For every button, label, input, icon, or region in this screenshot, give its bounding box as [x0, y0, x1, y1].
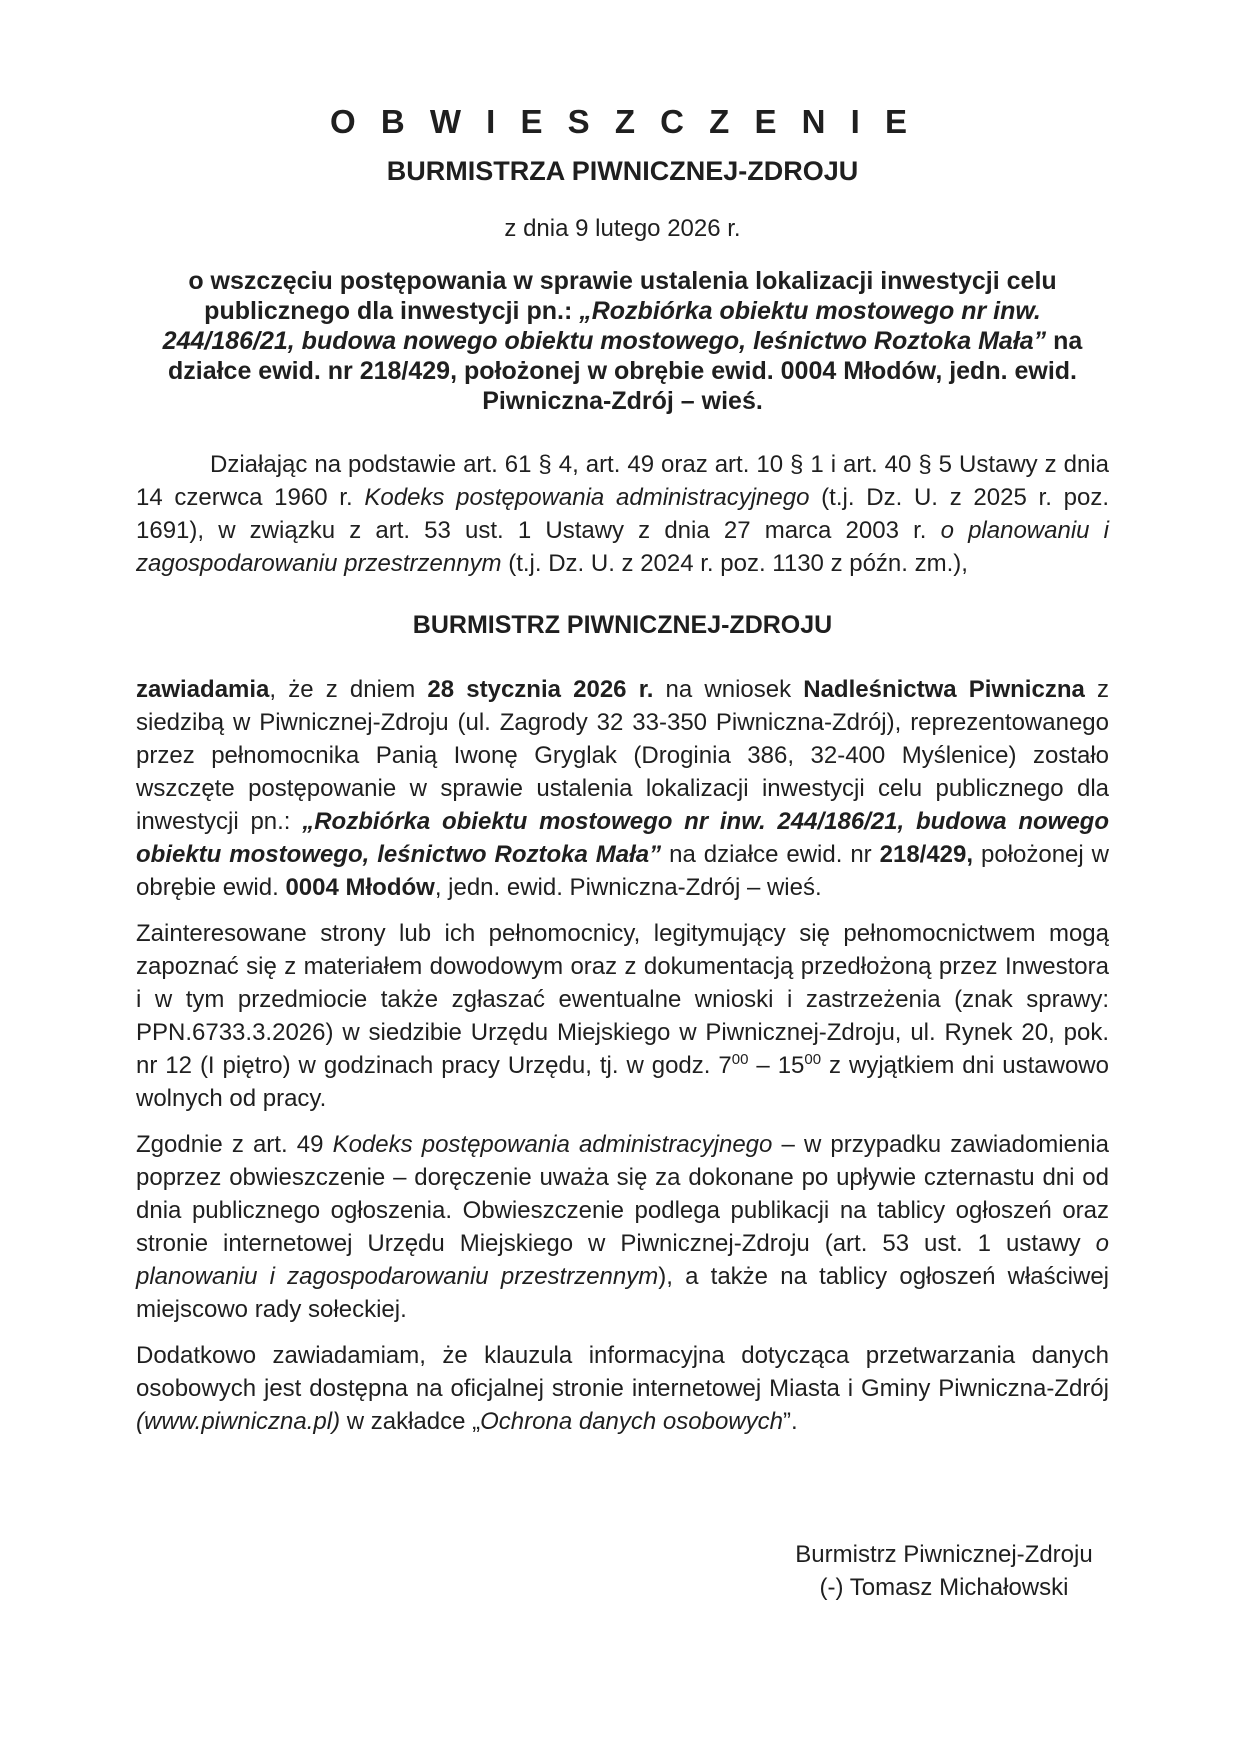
issuer-header: BURMISTRZ PIWNICZNEJ-ZDROJU: [412, 611, 833, 639]
notice-part3: z siedzibą w Piwnicznej-Zdroju (ul. Zagrody 32 33-350 Piwniczna-Zdrój), reprezentowanego przez pełnomocnika Panią Iwonę Gryglak (Droginia 386, 32-400 Myślenice) zostało wszczęte postępowanie w sprawie ustalenia lokalizacji inwestycji celu publicznego dla inwestycji pn.:: [136, 676, 1109, 835]
privacy-website: (www.piwniczna.pl): [136, 1408, 341, 1435]
delivery-act1: Kodeks postępowania administracyjnego: [332, 1131, 773, 1158]
notice-part2: na wniosek: [653, 676, 804, 703]
subject-intro: o wszczęciu postępowania w sprawie ustalenia lokalizacji inwestycji celu publicznego dla inwestycji pn.:: [188, 267, 1057, 325]
notice-paragraph: [136, 673, 1109, 904]
privacy-part3: ”.: [782, 1408, 798, 1435]
privacy-tab-name: Ochrona danych osobowych: [480, 1408, 783, 1435]
delivery-act2: o planowaniu i zagospodarowaniu przestrzennym: [136, 1230, 1109, 1290]
notice-project-name: „Rozbiórka obiektu mostowego nr inw. 244/186/21, budowa nowego obiektu mostowego, leśnictwo Roztoka Mała”: [136, 808, 1109, 868]
inspection-part2: – 15: [748, 1052, 805, 1079]
delivery-part3: ), a także na tablicy ogłoszeń właściwej miejscowo rady sołeckiej.: [136, 1263, 1109, 1323]
document-title: O B W I E S Z C Z E N I E: [329, 103, 916, 140]
notice-district: 0004 Młodów: [285, 874, 435, 901]
notice-part6: , jedn. ewid. Piwniczna-Zdrój – wieś.: [434, 874, 822, 901]
notice-part4: na działce ewid. nr: [661, 841, 880, 868]
notice-verb: zawiadamia: [136, 676, 270, 703]
document-subtitle: BURMISTRZA PIWNICZNEJ-ZDROJU: [386, 156, 859, 186]
subject-heading: [136, 266, 1109, 416]
signature-title: Burmistrz Piwnicznej-Zdroju: [795, 1541, 1093, 1568]
legal-basis-part3: (t.j. Dz. U. z 2024 r. poz. 1130 z późn. zm.),: [501, 550, 968, 577]
legal-basis-part1: Działając na podstawie art. 61 § 4, art. 49 oraz art. 10 § 1 i art. 40 § 5 Ustawy z dnia 14 czerwca 1960 r.: [136, 451, 1109, 511]
document-date: z dnia 9 lutego 2026 r.: [504, 215, 741, 242]
inspection-part3: z wyjątkiem dni ustawowo wolnych od pracy.: [136, 1052, 1109, 1112]
inspection-part1: Zainteresowane strony lub ich pełnomocnicy, legitymujący się pełnomocnictwem mogą zapoznać się z materiałem dowodowym oraz z dokumentacją przedłożoną przez Inwestora i w tym przedmiocie także zgłaszać ewentualne wnioski i zastrzeżenia (znak sprawy: PPN.6733.3.2026) w siedzibie Urzędu Miejskiego w Piwnicznej-Zdroju, ul. Rynek 20, pok. nr 12 (I piętro) w godzinach pracy Urzędu, tj. w godz. 7: [136, 920, 1109, 1079]
legal-basis-paragraph: [136, 448, 1109, 580]
privacy-paragraph: [136, 1339, 1109, 1438]
inspection-hours-sup2: 00: [804, 1051, 822, 1068]
subject-location: na działce ewid. nr 218/429, położonej w obrębie ewid. 0004 Młodów, jedn. ewid. Piwniczna-Zdrój – wieś.: [167, 327, 1083, 415]
notice-applicant: Nadleśnictwa Piwniczna: [803, 676, 1085, 703]
notice-part5: położonej w obrębie ewid.: [136, 841, 1110, 901]
signature-name: (-) Tomasz Michałowski: [819, 1574, 1069, 1601]
legal-basis-act2: o planowaniu i zagospodarowaniu przestrzennym: [136, 517, 1109, 577]
privacy-part1: Dodatkowo zawiadamiam, że klauzula informacyjna dotycząca przetwarzania danych osobowych jest dostępna na oficjalnej stronie internetowej Miasta i Gminy Piwniczna-Zdrój: [136, 1342, 1109, 1402]
privacy-part2: w zakładce „: [340, 1408, 481, 1435]
legal-basis-part2: (t.j. Dz. U. z 2025 r. poz. 1691), w związku z art. 53 ust. 1 Ustawy z dnia 27 marca 2003 r.: [136, 484, 1109, 544]
inspection-hours-sup1: 00: [731, 1051, 749, 1068]
notice-parcel: 218/429,: [879, 841, 974, 868]
signature-block: [779, 1538, 1109, 1604]
legal-basis-act1: Kodeks postępowania administracyjnego: [364, 484, 810, 511]
notice-part1: , że z dniem: [269, 676, 428, 703]
delivery-part1: Zgodnie z art. 49: [136, 1131, 333, 1158]
inspection-paragraph: [136, 917, 1109, 1115]
delivery-part2: – w przypadku zawiadomienia poprzez obwieszczenie – doręczenie uważa się za dokonane po upływie czternastu dni od dnia publicznego ogłoszenia. Obwieszczenie podlega publikacji na tablicy ogłoszeń oraz stronie internetowej Urzędu Miejskiego w Piwnicznej-Zdroju (art. 53 ust. 1 ustawy: [136, 1131, 1110, 1257]
notice-start-date: 28 stycznia 2026 r.: [427, 676, 654, 703]
delivery-paragraph: [136, 1128, 1109, 1326]
subject-project-name: „Rozbiórka obiektu mostowego nr inw. 244/186/21, budowa nowego obiektu mostowego, leśnictwo Roztoka Mała”: [162, 297, 1047, 355]
